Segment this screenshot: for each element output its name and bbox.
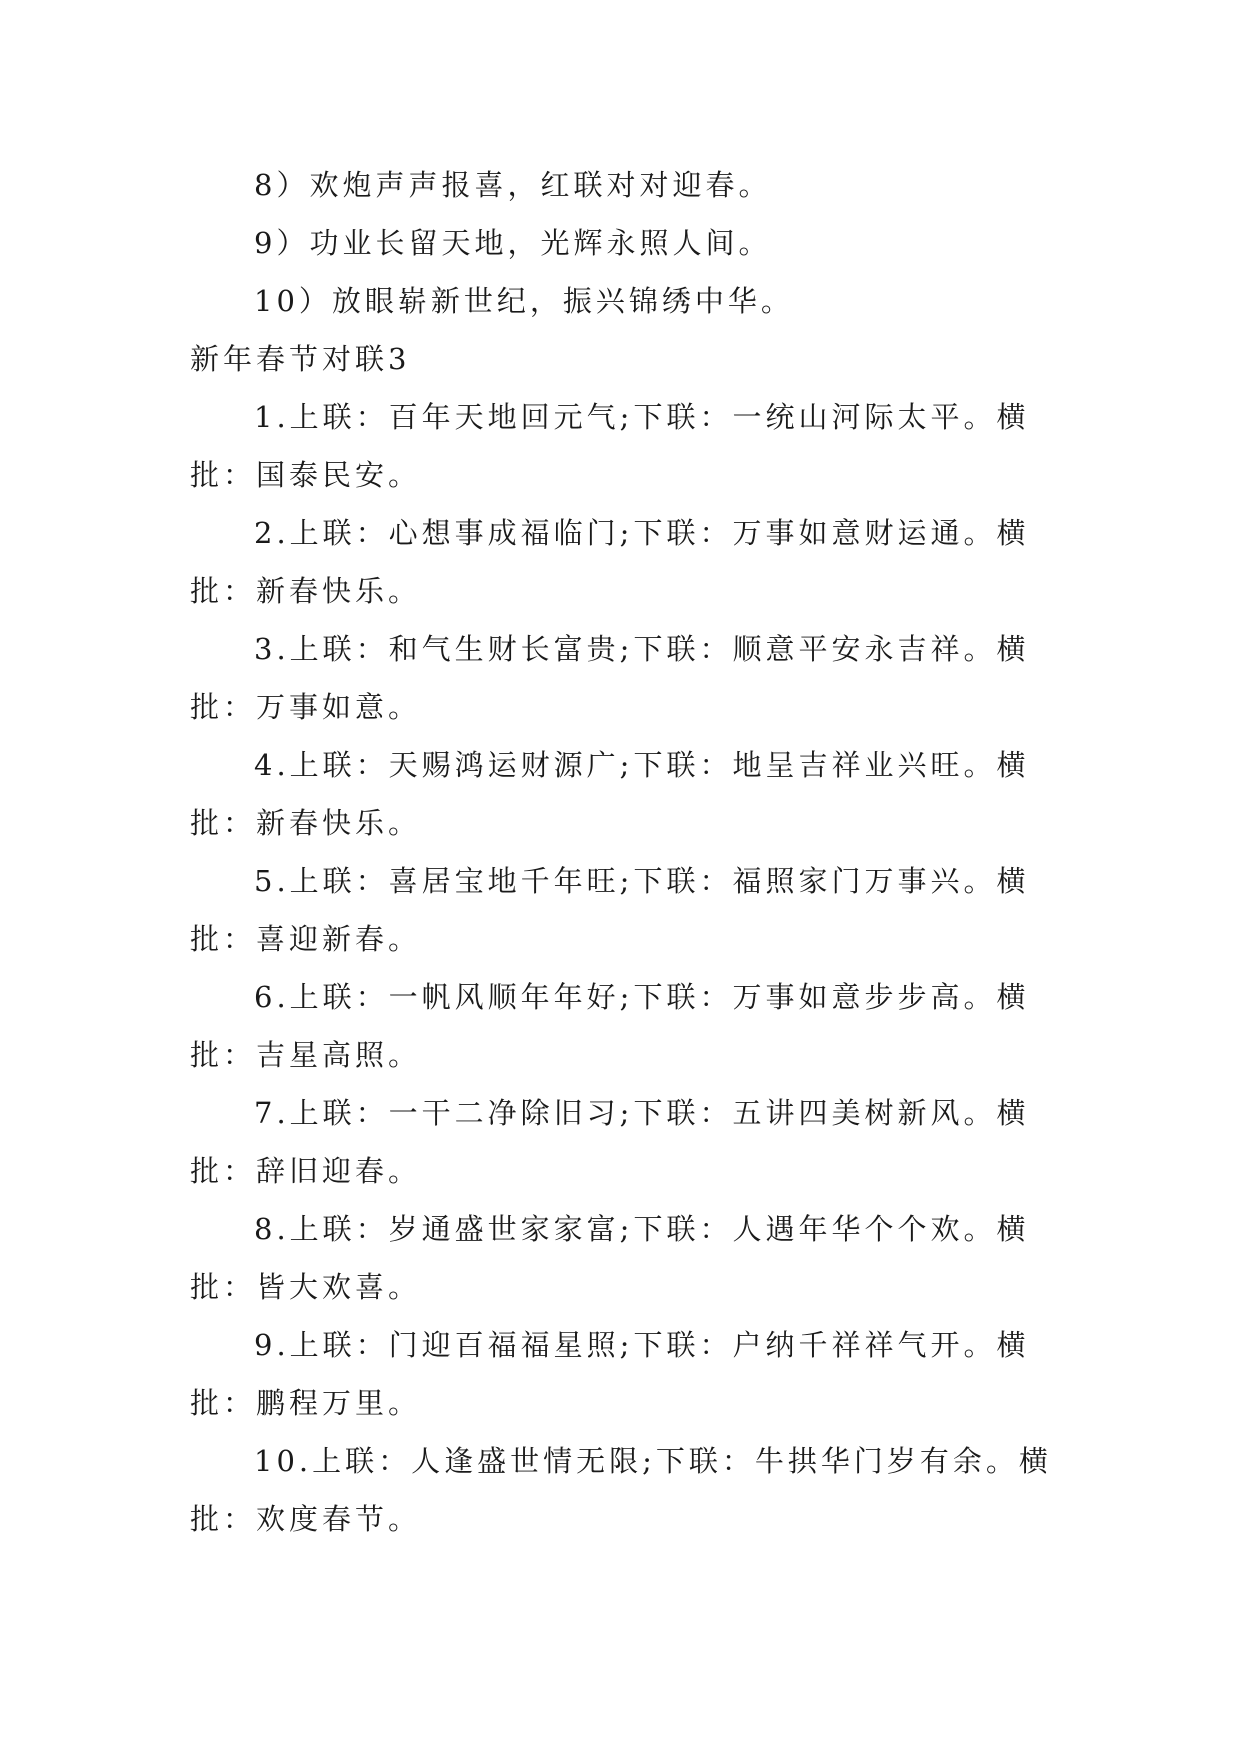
couplet-2-line-2: 批：新春快乐。 xyxy=(190,574,422,608)
couplet-1-line-2: 批：国泰民安。 xyxy=(190,458,422,492)
couplet-6-line-1: 6.上联：一帆风顺年年好;下联：万事如意步步高。横 xyxy=(254,980,1030,1014)
couplet-5-line-2: 批：喜迎新春。 xyxy=(190,922,422,956)
couplet-7-line-2: 批：辞旧迎春。 xyxy=(190,1154,422,1188)
section-heading: 新年春节对联3 xyxy=(190,342,411,376)
couplet-9-line-1: 9.上联：门迎百福福星照;下联：户纳千祥祥气开。横 xyxy=(254,1328,1030,1362)
couplet-6-line-2: 批：吉星高照。 xyxy=(190,1038,422,1072)
couplet-5-line-1: 5.上联：喜居宝地千年旺;下联：福照家门万事兴。横 xyxy=(254,864,1030,898)
couplet-1-line-1: 1.上联：百年天地回元气;下联：一统山河际太平。横 xyxy=(254,400,1030,434)
couplet-2-line-1: 2.上联：心想事成福临门;下联：万事如意财运通。横 xyxy=(254,516,1030,550)
couplet-10-line-2: 批：欢度春节。 xyxy=(190,1502,422,1536)
couplet-4-line-2: 批：新春快乐。 xyxy=(190,806,422,840)
couplet-9-line-2: 批：鹏程万里。 xyxy=(190,1386,422,1420)
couplet-10-line-1: 10.上联：人逢盛世情无限;下联：牛拱华门岁有余。横 xyxy=(254,1444,1052,1478)
couplet-7-line-1: 7.上联：一干二净除旧习;下联：五讲四美树新风。横 xyxy=(254,1096,1030,1130)
couplet-4-line-1: 4.上联：天赐鸿运财源广;下联：地呈吉祥业兴旺。横 xyxy=(254,748,1030,782)
intro-line-8: 8）欢炮声声报喜，红联对对迎春。 xyxy=(254,168,772,202)
couplet-8-line-2: 批：皆大欢喜。 xyxy=(190,1270,422,1304)
intro-line-9: 9）功业长留天地，光辉永照人间。 xyxy=(254,226,772,260)
intro-line-10: 10）放眼崭新世纪，振兴锦绣中华。 xyxy=(254,284,794,318)
couplet-8-line-1: 8.上联：岁通盛世家家富;下联：人遇年华个个欢。横 xyxy=(254,1212,1030,1246)
couplet-3-line-2: 批：万事如意。 xyxy=(190,690,422,724)
couplet-3-line-1: 3.上联：和气生财长富贵;下联：顺意平安永吉祥。横 xyxy=(254,632,1030,666)
